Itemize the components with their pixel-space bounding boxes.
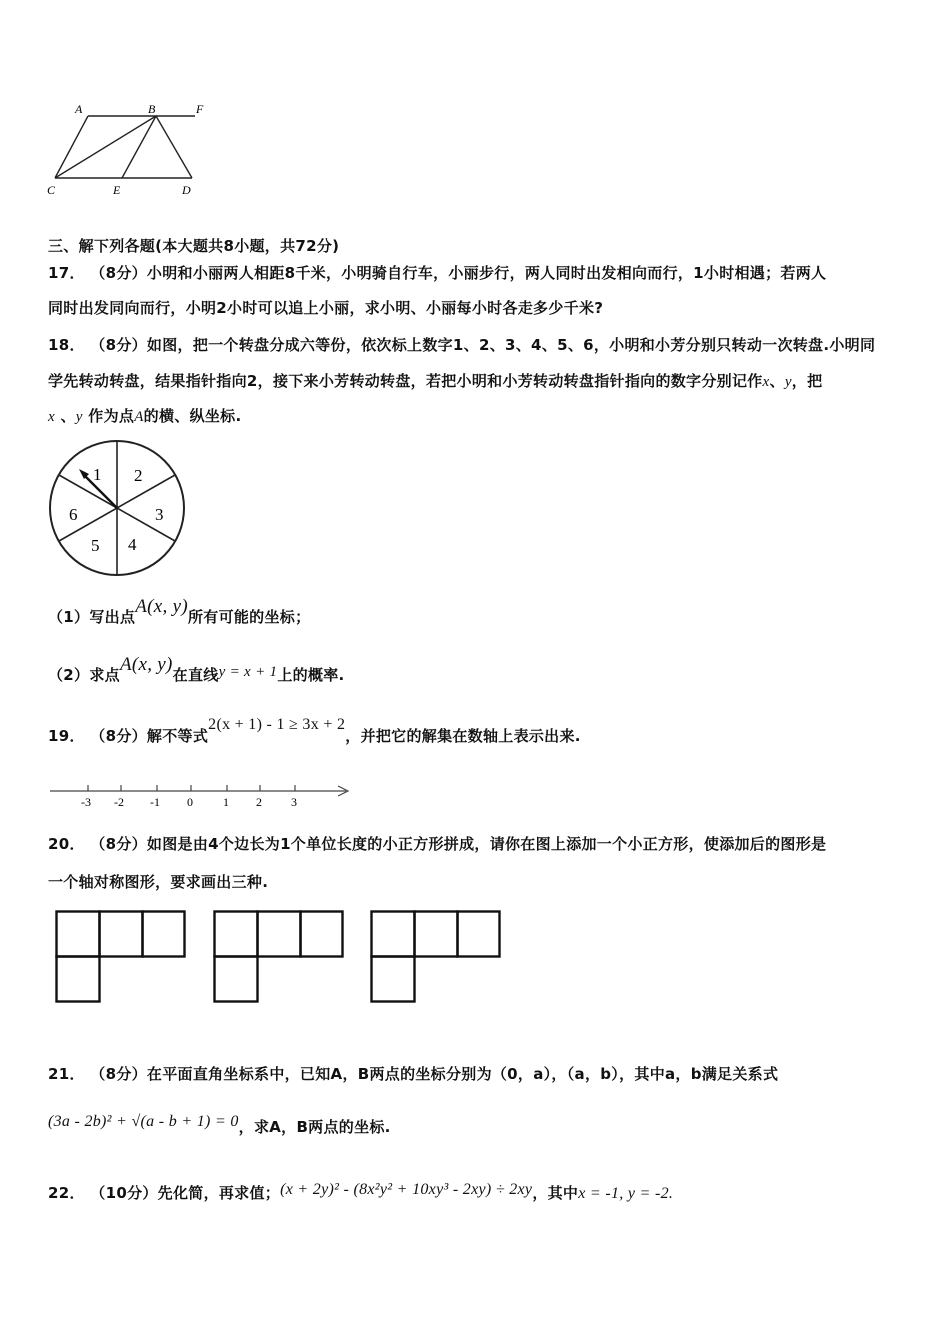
spinner-6: 6 [69, 505, 78, 524]
spinner-4: 4 [128, 535, 137, 554]
squares-figure-2 [213, 910, 345, 1004]
q21-line2 [48, 1113, 391, 1137]
q22-line [48, 1182, 673, 1203]
q17-line2: 同时出发同向而行，小明2小时可以追上小丽，求小明、小丽每小时各走多少千米? [48, 299, 604, 317]
spinner-1: 1 [93, 465, 102, 484]
q21-line1: 21． （8分）在平面直角坐标系中，已知A，B两点的坐标分别为（0，a），（a，b），其中a，b满足关系式 [48, 1065, 779, 1083]
q18-line3 [48, 405, 241, 426]
label-C: C [47, 183, 56, 197]
tick-label: -2 [114, 795, 124, 809]
q17-line1: 17． （8分）小明和小丽两人相距8千米，小明骑自行车，小丽步行，两人同时出发相向而行，1小时相遇；若两人 [48, 264, 827, 282]
q18-line3-text: 作为点 [88, 407, 135, 425]
q21-expr: (3a - 2b)² + √(a - b + 1) = 0 [48, 1113, 239, 1130]
q19-text: 19． （8分）解不等式 [48, 727, 209, 745]
point-expr: A(x, y) [135, 596, 188, 617]
tick-label: -3 [81, 795, 91, 809]
tick-label: 2 [256, 795, 262, 809]
label-A: A [75, 102, 83, 116]
q18-line1: 18． （8分）如图，把一个转盘分成六等份，依次标上数字1、2、3、4、5、6，小明和小芳分别只转动一次转盘.小明同 [48, 336, 876, 354]
spinner-3: 3 [155, 505, 164, 524]
squares-figure-3 [370, 910, 502, 1004]
var-x: x [48, 409, 55, 425]
var-x: x [762, 374, 770, 390]
spinner-2: 2 [134, 466, 143, 485]
number-line [48, 775, 358, 810]
squares-figure-1 [55, 910, 187, 1004]
q22-text: 22． （10分）先化简，再求值； [48, 1184, 281, 1202]
point-A: A [134, 409, 144, 425]
sep: 、 [54, 407, 76, 425]
part2-end: 上的概率. [277, 666, 345, 684]
q18-part1 [48, 596, 311, 628]
geometry-figure [40, 98, 220, 203]
label-E: E [113, 183, 121, 197]
q20-line2: 一个轴对称图形，要求画出三种. [48, 873, 269, 891]
line-expr: y = x + 1 [218, 664, 278, 680]
q22-values: x = -1, y = -2. [578, 1185, 674, 1202]
q19-end: ，并把它的解集在数轴上表示出来. [345, 727, 581, 745]
part2-label: （2）求点 [48, 666, 120, 684]
label-F: F [196, 102, 204, 116]
q22-mid: ，其中 [532, 1184, 579, 1202]
label-D: D [182, 183, 191, 197]
q20-line1: 20． （8分）如图是由4个边长为1个单位长度的小正方形拼成，请你在图上添加一个小正方形，使添加后的图形是 [48, 835, 827, 853]
q18-line2 [48, 370, 822, 391]
tick-label: -1 [150, 795, 160, 809]
q21-end: ，求A，B两点的坐标. [238, 1118, 391, 1136]
q18-line2-text: 学先转动转盘，结果指针指向2，接下来小芳转动转盘，若把小明和小芳转动转盘指针指向的数字分别记作 [48, 372, 763, 390]
point-expr: A(x, y) [119, 654, 173, 675]
q18-line3-end: 的横、纵坐标. [143, 407, 242, 425]
inequality-expr: 2(x + 1) - 1 ≥ 3x + 2 [208, 716, 346, 733]
spinner-5: 5 [91, 536, 100, 555]
part1-end: 所有可能的坐标； [187, 608, 311, 626]
q18-line2-end: ，把 [791, 372, 823, 390]
var-y: y [75, 409, 83, 425]
part1-label: （1）写出点 [48, 608, 136, 626]
spinner-figure [45, 438, 190, 578]
sep: 、 [769, 372, 785, 390]
tick-label: 0 [187, 795, 193, 809]
q19-line [48, 716, 581, 746]
label-B: B [148, 102, 156, 116]
section-title: 三、解下列各题(本大题共8小题，共72分) [48, 237, 340, 255]
part2-mid: 在直线 [172, 666, 219, 684]
tick-label: 3 [291, 795, 297, 809]
var-y: y [784, 374, 792, 390]
q18-part2 [48, 654, 345, 686]
tick-label: 1 [223, 795, 229, 809]
q22-expr: (x + 2y)² - (8x²y² + 10xy³ - 2xy) ÷ 2xy [280, 1181, 533, 1198]
